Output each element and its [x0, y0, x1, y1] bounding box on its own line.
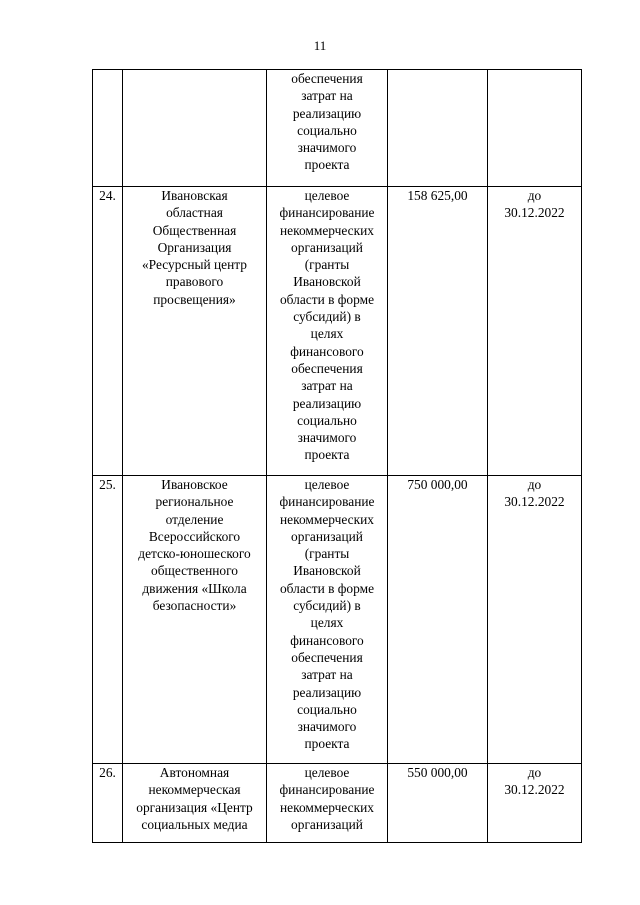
- purpose-cell: целевое финансирование некоммерческих организаций (гранты Ивановской области в форме субсидий) в целях финансового обеспечения затрат на реализацию социально значимого проекта: [267, 476, 388, 764]
- grants-table: [92, 69, 582, 843]
- amount-cell: 158 625,00: [388, 187, 488, 476]
- organization-cell: Ивановское региональное отделение Всероссийского детско-юношеского общественного движения «Школа безопасности»: [123, 476, 267, 764]
- row-number-cell: 26.: [93, 764, 123, 843]
- organization-cell: Автономная некоммерческая организация «Центр социальных медиа: [123, 764, 267, 843]
- purpose-cell: целевое финансирование некоммерческих организаций: [267, 764, 388, 843]
- row-number-cell: 25.: [93, 476, 123, 764]
- deadline-cell: до 30.12.2022: [488, 476, 582, 764]
- deadline-cell: [488, 70, 582, 187]
- purpose-cell: обеспечения затрат на реализацию социально значимого проекта: [267, 70, 388, 187]
- deadline-cell: до 30.12.2022: [488, 187, 582, 476]
- amount-cell: [388, 70, 488, 187]
- deadline-cell: до 30.12.2022: [488, 764, 582, 843]
- organization-cell: [123, 70, 267, 187]
- table-row: [93, 187, 582, 476]
- table-row: [93, 764, 582, 843]
- amount-cell: 750 000,00: [388, 476, 488, 764]
- row-number-cell: [93, 70, 123, 187]
- row-number-cell: 24.: [93, 187, 123, 476]
- page-number: 11: [313, 38, 327, 53]
- amount-cell: 550 000,00: [388, 764, 488, 843]
- purpose-cell: целевое финансирование некоммерческих организаций (гранты Ивановской области в форме субсидий) в целях финансового обеспечения затрат на реализацию социально значимого проекта: [267, 187, 388, 476]
- organization-cell: Ивановская областная Общественная Организация «Ресурсный центр правового просвещения»: [123, 187, 267, 476]
- table-row: [93, 476, 582, 764]
- table-row: [93, 70, 582, 187]
